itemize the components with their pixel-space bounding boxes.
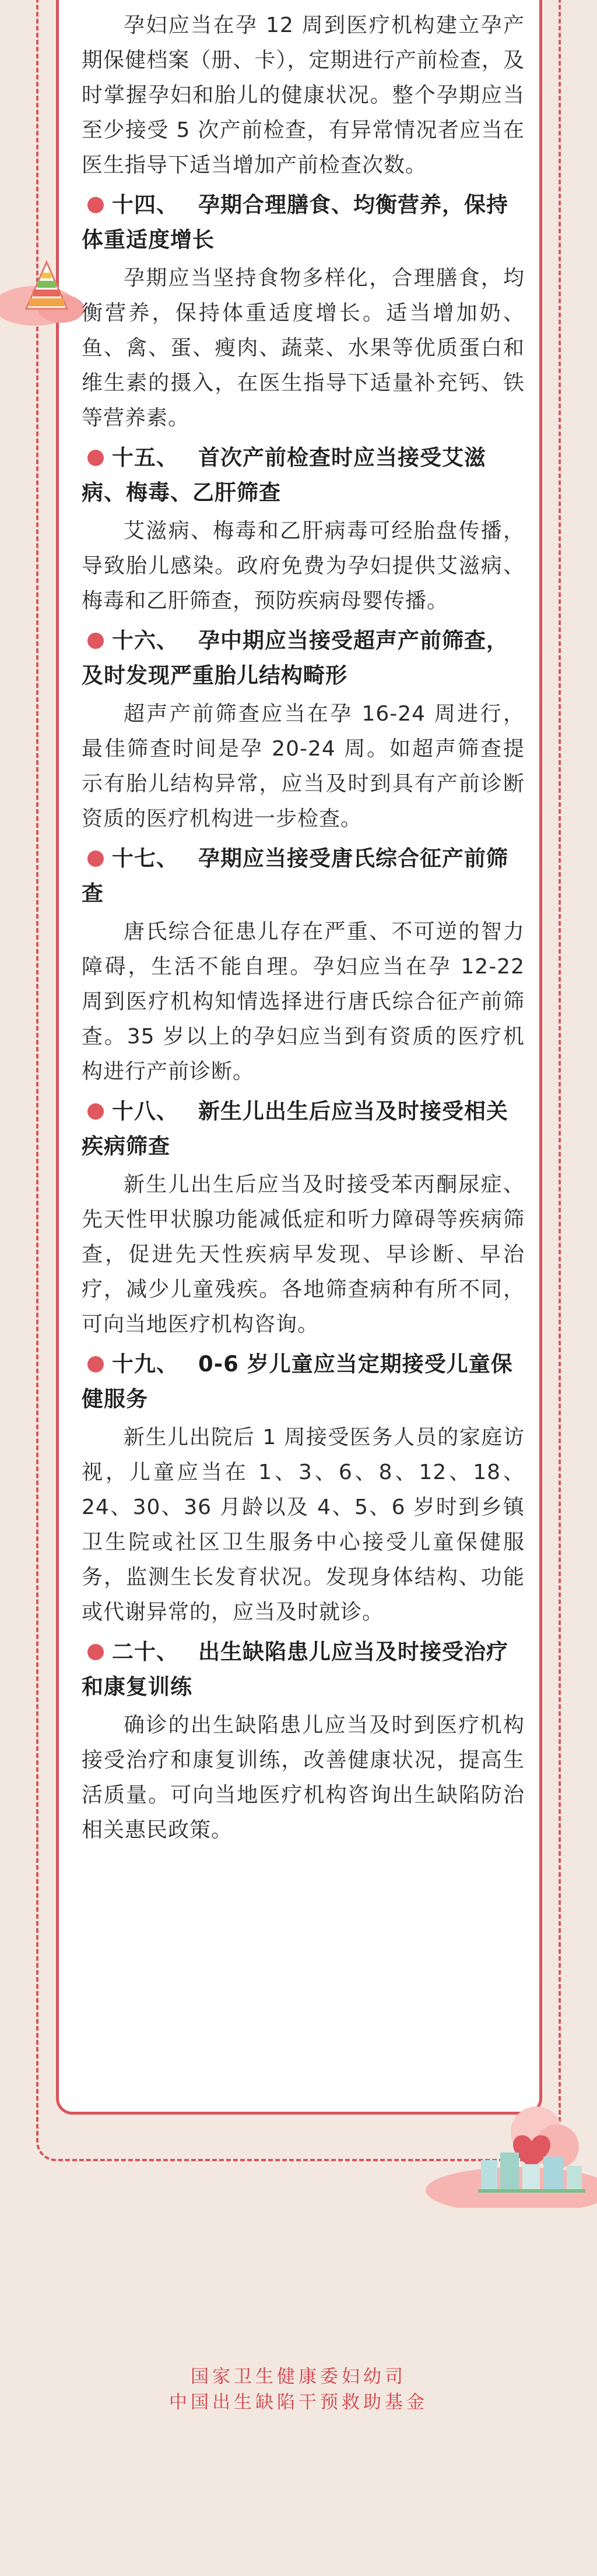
section-number: 十六、 [112, 628, 178, 653]
section-heading-18 [82, 1094, 525, 1164]
section-title: 出生缺陷患儿应当及时接受治疗和康复训练 [82, 1639, 508, 1699]
section-body-18: 新生儿出生后应当及时接受苯丙酮尿症、先天性甲状腺功能减低症和听力障碍等疾病筛查，促进先天性疾病早发现、早诊断、早治疗，减少儿童残疾。各地筛查病种有所不同，可向当地医疗机构咨询。 [82, 1173, 525, 1336]
bullet-dot-icon [87, 1644, 104, 1660]
section-body-15: 艾滋病、梅毒和乙肝病毒可经胎盘传播，导致胎儿感染。政府免费为孕妇提供艾滋病、梅毒和乙肝筛查，预防疾病母婴传播。 [82, 519, 525, 613]
section-heading-17 [82, 841, 525, 911]
section-number: 十五、 [112, 445, 178, 470]
section-number: 十八、 [112, 1099, 178, 1124]
section-title: 孕中期应当接受超声产前筛查，及时发现严重胎儿结构畸形 [82, 628, 508, 688]
section-number: 十四、 [112, 192, 178, 217]
footer-credits [0, 2364, 597, 2415]
bullet-dot-icon [87, 1356, 104, 1372]
section-number: 十七、 [112, 846, 178, 871]
section-body-20: 确诊的出生缺陷患儿应当及时到医疗机构接受治疗和康复训练，改善健康状况，提高生活质量。可向当地医疗机构咨询出生缺陷防治相关惠民政策。 [82, 1713, 525, 1842]
section-heading-20 [82, 1635, 525, 1705]
section-title: 新生儿出生后应当及时接受相关疾病筛查 [82, 1099, 508, 1159]
bullet-dot-icon [87, 450, 104, 466]
section-heading-19 [82, 1347, 525, 1417]
bullet-dot-icon [87, 633, 104, 649]
section-intro-body: 孕妇应当在孕 12 周到医疗机构建立孕产期保健档案（册、卡），定期进行产前检查，及时掌握孕妇和胎儿的健康状况。整个孕期应当至少接受 5 次产前检查，有异常情况者应当在医生指导下适当增加产前检查次数。 [82, 13, 525, 177]
bullet-dot-icon [87, 1103, 104, 1120]
section-body-17: 唐氏综合征患儿存在严重、不可逆的智力障碍，生活不能自理。孕妇应当在孕 12-22 周到医疗机构知情选择进行唐氏综合征产前筛查。35 岁以上的孕妇应当到有资质的医疗机构进行产前诊断。 [82, 920, 525, 1084]
section-body-14: 孕期应当坚持食物多样化，合理膳食，均衡营养，保持体重适度增长。适当增加奶、鱼、禽、蛋、瘦肉、蔬菜、水果等优质蛋白和维生素的摄入，在医生指导下适量补充钙、铁等营养素。 [82, 266, 525, 430]
section-heading-16 [82, 623, 525, 693]
section-title: 孕期合理膳食、均衡营养，保持体重适度增长 [82, 192, 508, 252]
section-heading-15 [82, 440, 525, 510]
footer-org-line1: 国家卫生健康委妇幼司 [191, 2366, 406, 2387]
article-content [82, 8, 525, 1848]
heart-city-icon [420, 2091, 597, 2208]
section-number: 二十、 [112, 1639, 178, 1664]
section-title: 孕期应当接受唐氏综合征产前筛查 [82, 846, 508, 906]
bullet-dot-icon [87, 197, 104, 213]
section-body-16: 超声产前筛查应当在孕 16-24 周进行，最佳筛查时间是孕 20-24 周。如超声筛查提示有胎儿结构异常，应当及时到具有产前诊断资质的医疗机构进一步检查。 [82, 702, 525, 831]
section-heading-14 [82, 188, 525, 257]
footer-org-line2: 中国出生缺陷干预救助基金 [169, 2392, 428, 2413]
food-pyramid-icon [0, 250, 87, 326]
section-body-19: 新生儿出院后 1 周接受医务人员的家庭访视，儿童应当在 1、3、6、8、12、18、24、30、36 月龄以及 4、5、6 岁时到乡镇卫生院或社区卫生服务中心接受儿童保健服务，监测生长发育状况。发现身体结构、功能或代谢异常的，应当及时就诊。 [82, 1425, 525, 1624]
bullet-dot-icon [87, 851, 104, 867]
section-title: 0-6 岁儿童应当定期接受儿童保健服务 [82, 1351, 513, 1411]
section-title: 首次产前检查时应当接受艾滋病、梅毒、乙肝筛查 [82, 445, 486, 505]
section-number: 十九、 [112, 1351, 178, 1377]
